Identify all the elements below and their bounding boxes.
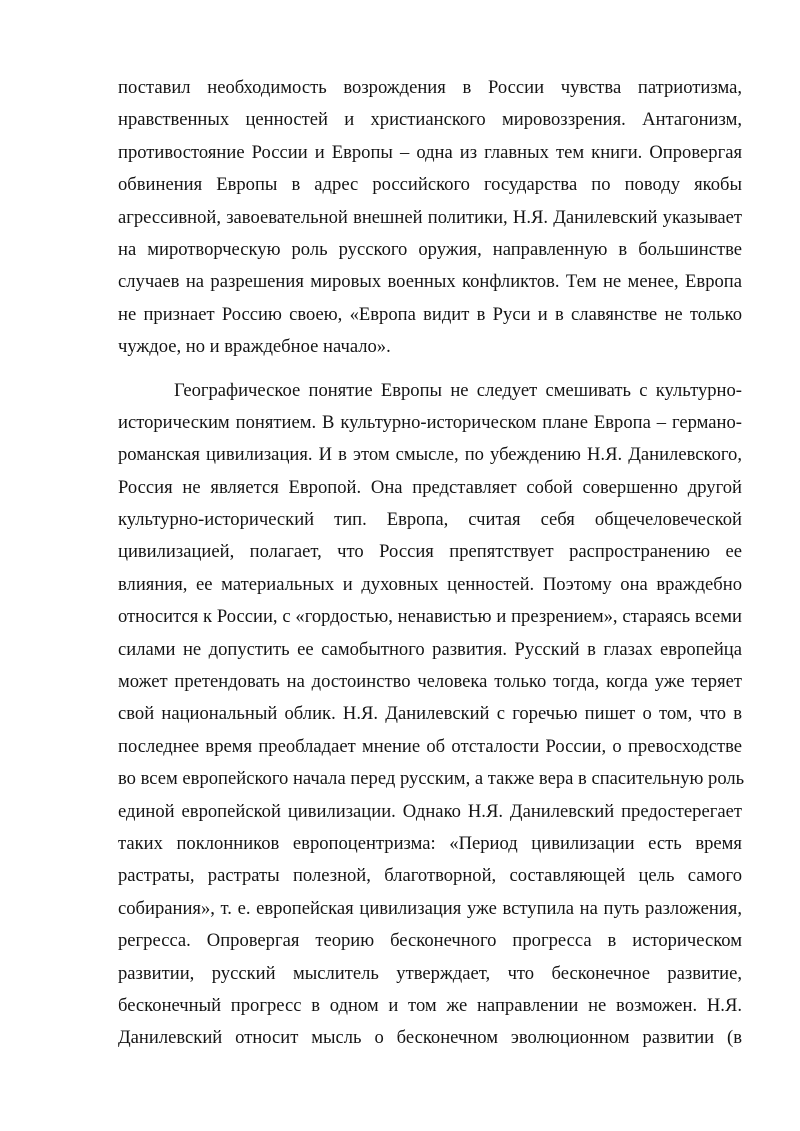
text-line: нравственных ценностей и христианского мировоззрения. Антагонизм, (118, 109, 742, 131)
document-page (118, 72, 745, 1055)
text-line: свой национальный облик. Н.Я. Данилевский с горечью пишет о том, что в (118, 703, 742, 725)
text-line: чуждое, но и враждебное начало». (118, 336, 391, 358)
text-line: последнее время преобладает мнение об отсталости России, о превосходстве (118, 735, 742, 757)
text-line: цивилизацией, полагает, что Россия препятствует распространению ее (118, 541, 742, 563)
text-line: поставил необходимость возрождения в России чувства патриотизма, (118, 77, 742, 98)
text-line: Россия не является Европой. Она представляет собой совершенно другой (118, 476, 742, 498)
paragraph-2 (118, 375, 745, 1055)
text-line: развитии, русский мыслитель утверждает, что бесконечное развитие, (118, 962, 742, 984)
text-line: Географическое понятие Европы не следует смешивать с культурно- (174, 379, 742, 401)
text-line: агрессивной, завоевательной внешней политики, Н.Я. Данилевский указывает (118, 206, 742, 228)
text-line: во всем европейского начала перед русским, а также вера в спасительную роль (118, 768, 745, 790)
text-line: регресса. Опровергая теорию бесконечного прогресса в историческом (118, 930, 742, 952)
text-line: противостояние России и Европы – одна из главных тем книги. Опровергая (118, 141, 742, 163)
text-line: бесконечный прогресс в одном и том же направлении не возможен. Н.Я. (118, 994, 742, 1016)
text-line: Данилевский относит мысль о бесконечном эволюционном развитии (в (118, 1027, 742, 1049)
text-line: на миротворческую роль русского оружия, направленную в большинстве (118, 238, 742, 260)
paragraph-spacing (118, 364, 742, 375)
text-line: таких поклонников европоцентризма: «Период цивилизации есть время (118, 832, 742, 854)
text-line: культурно-исторический тип. Европа, считая себя общечеловеческой (118, 509, 742, 531)
text-line: историческим понятием. В культурно-историческом плане Европа – германо- (118, 411, 742, 433)
text-line: влияния, ее материальных и духовных ценностей. Поэтому она враждебно (118, 573, 742, 595)
text-line: романская цивилизация. И в этом смысле, по убеждению Н.Я. Данилевского, (118, 444, 742, 466)
text-line: единой европейской цивилизации. Однако Н.Я. Данилевский предостерегает (118, 800, 742, 822)
text-line: случаев на разрешения мировых военных конфликтов. Тем не менее, Европа (118, 271, 742, 293)
paragraph-1 (118, 72, 742, 364)
text-line: собирания», т. е. европейская цивилизация уже вступила на путь разложения, (118, 897, 742, 919)
text-line: силами не допустить ее самобытного развития. Русский в глазах европейца (118, 638, 742, 660)
text-line: растраты, растраты полезной, благотворной, составляющей цель самого (118, 865, 742, 887)
text-line: может претендовать на достоинство человека только тогда, когда уже теряет (118, 671, 742, 693)
text-line: не признает Россию своею, «Европа видит в Руси и в славянстве не только (118, 303, 742, 325)
text-line: обвинения Европы в адрес российского государства по поводу якобы (118, 174, 742, 196)
text-line: относится к России, с «гордостью, ненавистью и презрением», стараясь всеми (118, 606, 742, 628)
